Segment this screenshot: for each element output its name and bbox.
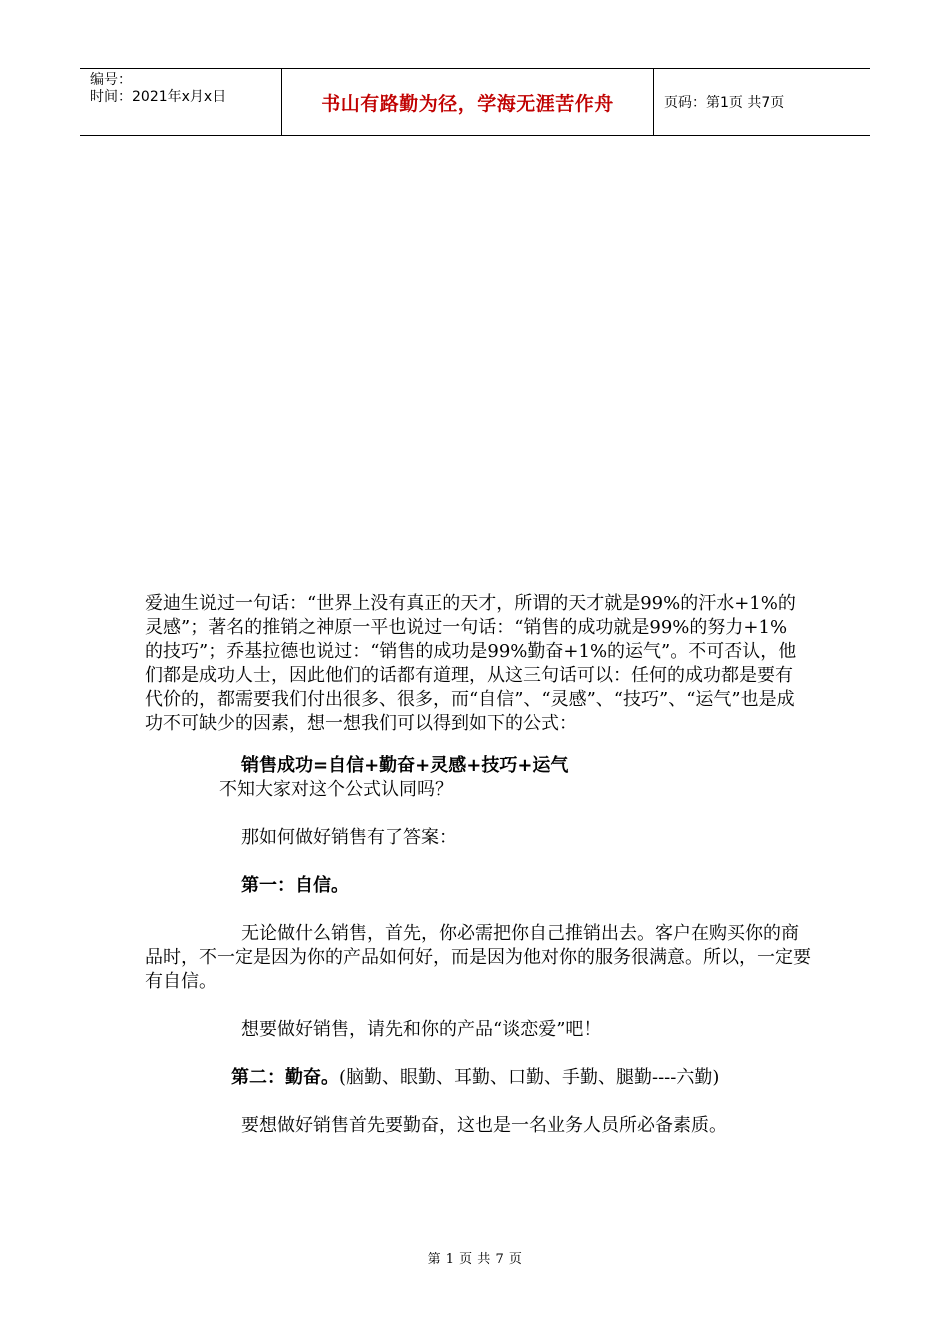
second-heading: 第二：勤奋。: [231, 1067, 339, 1088]
document-body: [145, 592, 815, 1138]
second-section: [145, 1066, 815, 1090]
first-heading: 第一：自信。: [241, 875, 349, 896]
intro-paragraph: 爱迪生说过一句话：“世界上没有真正的天才，所谓的天才就是99%的汗水+1%的灵感”；著名的推销之神原一平也说过一句话：“销售的成功就是99%的努力+1%的技巧”；乔基拉德也说过：“销售的成功是99%勤奋+1%的运气”。不可否认，他们都是成功人士，因此他们的话都有道理，从这三句话可以：任何的成功都是要有代价的，都需要我们付出很多、很多，而“自信”、“灵感”、“技巧”、“运气”也是成功不可缺少的因素，想一想我们可以得到如下的公式：: [145, 593, 797, 734]
diligence-paragraph: 要想做好销售首先要勤奋，这也是一名业务人员所必备素质。: [241, 1115, 727, 1136]
header-motto: 书山有路勤为径，学海无涯苦作舟: [321, 92, 614, 115]
header-meta-cell: [80, 69, 282, 135]
document-number-label: 编号：: [90, 72, 132, 88]
answer-intro: 那如何做好销售有了答案：: [241, 827, 457, 848]
header-page-info: 页码：第1页 共7页: [664, 95, 785, 111]
sales-formula: 销售成功=自信+勤奋+灵感+技巧+运气: [241, 755, 569, 776]
confidence-paragraph: 无论做什么销售，首先，你必需把你自己推销出去。客户在购买你的商品时，不一定是因为你的产品如何好，而是因为他对你的服务很满意。所以，一定要有自信。: [145, 923, 811, 992]
document-header: [80, 68, 870, 136]
product-love-paragraph: 想要做好销售，请先和你的产品“谈恋爱”吧！: [241, 1019, 602, 1040]
header-motto-cell: [282, 69, 654, 135]
second-detail: (脑勤、眼勤、耳勤、口勤、手勤、腿勤----六勤): [339, 1067, 720, 1088]
document-date-label: 时间：2021年x月x日: [90, 89, 227, 105]
page-footer: 第 1 页 共 7 页: [427, 1252, 523, 1267]
header-page-cell: [654, 69, 870, 135]
formula-question: 不知大家对这个公式认同吗？: [219, 779, 453, 800]
